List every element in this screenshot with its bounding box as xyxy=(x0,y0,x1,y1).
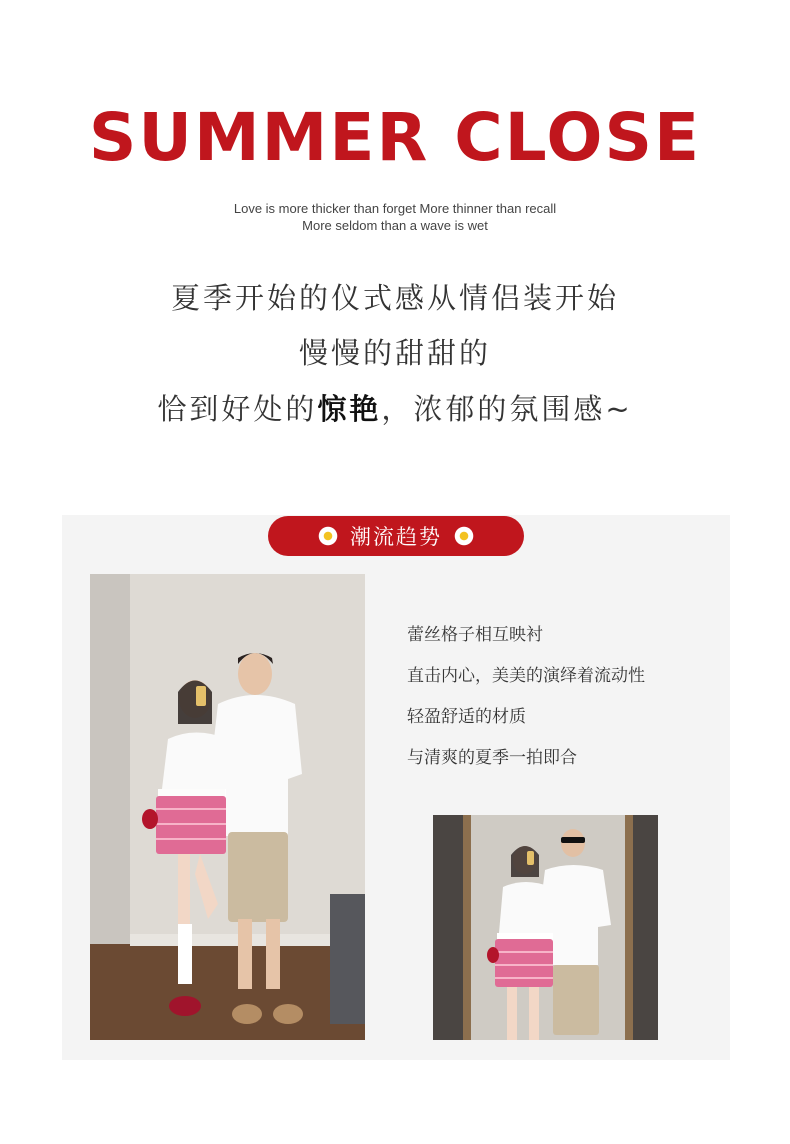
intro-line-3-before: 恰到好处的 xyxy=(157,392,318,426)
subtitle-line-2: More seldom than a wave is wet xyxy=(302,218,488,233)
intro-line-3-bold: 惊艳 xyxy=(317,392,382,426)
daisy-icon xyxy=(454,526,474,546)
couple-photo-small xyxy=(433,815,658,1040)
trend-badge-label: 潮流趋势 xyxy=(350,525,442,549)
couple-photo-large xyxy=(90,574,365,1040)
trend-badge xyxy=(268,516,524,556)
intro-line-2: 慢慢的甜甜的 xyxy=(298,336,491,370)
page-title: SUMMER CLOSE xyxy=(88,99,702,176)
feature-text-2: 直击内心，美美的演绎着流动性 xyxy=(407,666,645,686)
feature-text-3: 轻盈舒适的材质 xyxy=(407,707,526,727)
feature-text-1: 蕾丝格子相互映衬 xyxy=(407,625,543,645)
intro-line-3-after: ，浓郁的氛围感~ xyxy=(381,392,633,426)
subtitle-line-1: Love is more thicker than forget More thinner than recall xyxy=(233,201,557,216)
intro-line-1: 夏季开始的仪式感从情侣装开始 xyxy=(170,281,619,315)
feature-text-4: 与清爽的夏季一拍即合 xyxy=(407,748,577,768)
daisy-icon xyxy=(318,526,338,546)
intro-line-3 xyxy=(0,389,790,429)
